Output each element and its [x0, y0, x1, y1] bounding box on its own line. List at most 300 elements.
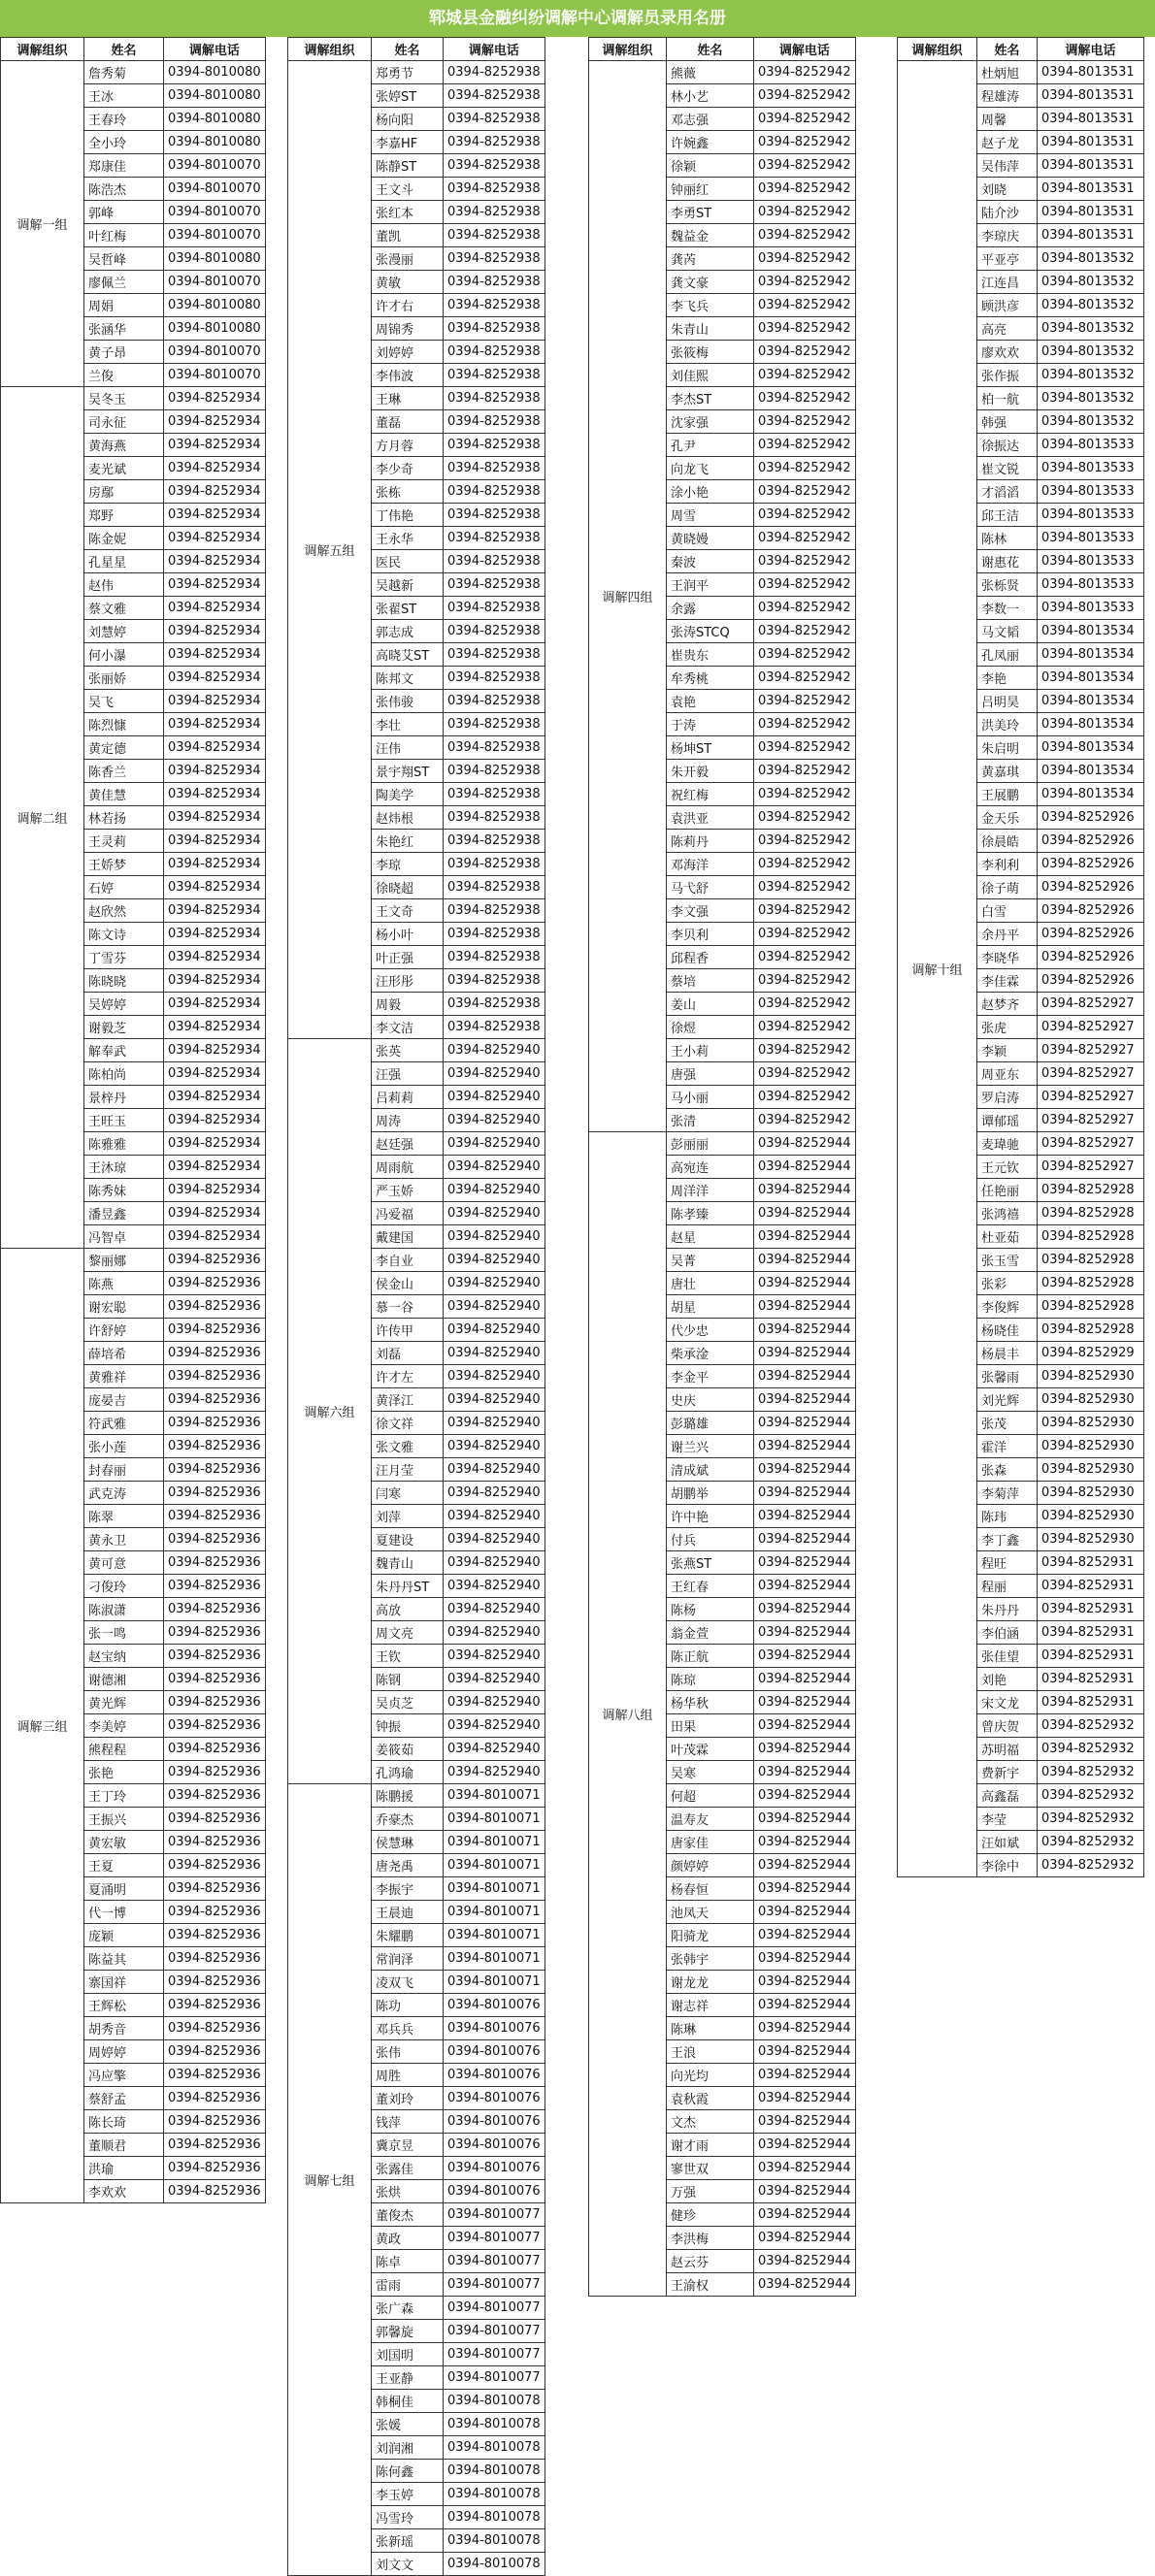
member-name-cell: 陈莉丹 — [667, 830, 754, 853]
phone-cell: 0394-8013531 — [1038, 178, 1144, 201]
group-name-cell: 调解一组 — [1, 61, 84, 387]
phone-cell: 0394-8013532 — [1038, 294, 1144, 317]
phone-cell: 0394-8010078 — [444, 2529, 545, 2553]
phone-cell: 0394-8252940 — [444, 1528, 545, 1551]
header-row — [589, 38, 856, 61]
phone-cell: 0394-8252940 — [444, 1156, 545, 1179]
member-name-cell: 林小艺 — [667, 84, 754, 108]
member-name-cell: 刘磊 — [372, 1342, 444, 1365]
member-name-cell: 陈柏尚 — [84, 1062, 164, 1086]
phone-cell: 0394-8252942 — [754, 527, 856, 550]
member-name-cell: 吴越新 — [372, 573, 444, 597]
phone-cell: 0394-8252942 — [754, 1016, 856, 1039]
member-name-cell: 杜炳旭 — [977, 61, 1038, 84]
member-name-cell: 徐晓超 — [372, 876, 444, 899]
member-name-cell: 陈玮 — [977, 1505, 1038, 1528]
phone-cell: 0394-8252944 — [754, 1947, 856, 1971]
phone-cell: 0394-8252944 — [754, 2134, 856, 2157]
phone-cell: 0394-8252942 — [754, 387, 856, 410]
phone-cell: 0394-8252938 — [444, 550, 545, 573]
member-name-cell: 黄可意 — [84, 1551, 164, 1575]
member-name-cell: 周胜 — [372, 2064, 444, 2087]
phone-cell: 0394-8252944 — [754, 1365, 856, 1388]
member-name-cell: 冯雪玲 — [372, 2506, 444, 2529]
member-name-cell: 向龙飞 — [667, 457, 754, 480]
phone-cell: 0394-8252936 — [164, 1365, 266, 1388]
phone-cell: 0394-8252932 — [1038, 1714, 1144, 1738]
member-name-cell: 郑康佳 — [84, 154, 164, 178]
phone-cell: 0394-8252936 — [164, 1691, 266, 1714]
header-name: 姓名 — [667, 38, 754, 61]
member-name-cell: 周娟 — [84, 294, 164, 317]
member-name-cell: 高鑫磊 — [977, 1784, 1038, 1808]
phone-cell: 0394-8010080 — [164, 317, 266, 341]
phone-cell: 0394-8252936 — [164, 2040, 266, 2064]
member-name-cell: 王冰 — [84, 84, 164, 108]
member-name-cell: 吴伟萍 — [977, 154, 1038, 178]
phone-cell: 0394-8252944 — [754, 1528, 856, 1551]
header-group: 调解组织 — [589, 38, 667, 61]
phone-cell: 0394-8252930 — [1038, 1505, 1144, 1528]
phone-cell: 0394-8252938 — [444, 434, 545, 457]
member-name-cell: 李金平 — [667, 1365, 754, 1388]
phone-cell: 0394-8252944 — [754, 1505, 856, 1528]
member-name-cell: 李文强 — [667, 899, 754, 923]
member-name-cell: 徐文祥 — [372, 1412, 444, 1435]
member-name-cell: 高亮 — [977, 317, 1038, 341]
member-name-cell: 唐家佳 — [667, 1831, 754, 1854]
member-name-cell: 陈卓 — [372, 2250, 444, 2273]
phone-cell: 0394-8252936 — [164, 1971, 266, 1994]
phone-cell: 0394-8252934 — [164, 806, 266, 830]
table-row — [589, 61, 856, 84]
member-name-cell: 代少忠 — [667, 1319, 754, 1342]
member-name-cell: 胡鹏举 — [667, 1482, 754, 1505]
member-name-cell: 刘润湘 — [372, 2436, 444, 2460]
member-name-cell: 张新瑶 — [372, 2529, 444, 2553]
phone-cell: 0394-8010077 — [444, 2343, 545, 2366]
member-name-cell: 李莹 — [977, 1808, 1038, 1831]
phone-cell: 0394-8010077 — [444, 2227, 545, 2250]
phone-cell: 0394-8252944 — [754, 1784, 856, 1808]
phone-cell: 0394-8252944 — [754, 2203, 856, 2227]
member-name-cell: 杨晨丰 — [977, 1342, 1038, 1365]
member-name-cell: 董刘玲 — [372, 2087, 444, 2110]
phone-cell: 0394-8252938 — [444, 480, 545, 504]
member-name-cell: 蔡舒孟 — [84, 2087, 164, 2110]
phone-cell: 0394-8252928 — [1038, 1272, 1144, 1295]
member-name-cell: 彭丽丽 — [667, 1132, 754, 1156]
member-name-cell: 石婷 — [84, 876, 164, 899]
member-name-cell: 李琼庆 — [977, 224, 1038, 247]
phone-cell: 0394-8252944 — [754, 1412, 856, 1435]
phone-cell: 0394-8252944 — [754, 2227, 856, 2250]
phone-cell: 0394-8010076 — [444, 2110, 545, 2134]
phone-cell: 0394-8013533 — [1038, 527, 1144, 550]
member-name-cell: 刘国明 — [372, 2343, 444, 2366]
phone-cell: 0394-8252938 — [444, 969, 545, 993]
phone-cell: 0394-8252934 — [164, 1156, 266, 1179]
phone-cell: 0394-8010078 — [444, 2483, 545, 2506]
member-name-cell: 武克涛 — [84, 1482, 164, 1505]
phone-cell: 0394-8252931 — [1038, 1575, 1144, 1598]
table-row — [898, 61, 1144, 84]
phone-cell: 0394-8252926 — [1038, 946, 1144, 969]
phone-cell: 0394-8013534 — [1038, 620, 1144, 643]
phone-cell: 0394-8252934 — [164, 876, 266, 899]
phone-cell: 0394-8252940 — [444, 1598, 545, 1621]
phone-cell: 0394-8252940 — [444, 1272, 545, 1295]
phone-cell: 0394-8252938 — [444, 131, 545, 154]
phone-cell: 0394-8252931 — [1038, 1551, 1144, 1575]
phone-cell: 0394-8252934 — [164, 1132, 266, 1156]
phone-cell: 0394-8010076 — [444, 2087, 545, 2110]
header-phone: 调解电话 — [444, 38, 545, 61]
member-name-cell: 寨国祥 — [84, 1971, 164, 1994]
phone-cell: 0394-8252942 — [754, 993, 856, 1016]
phone-cell: 0394-8252934 — [164, 923, 266, 946]
phone-cell: 0394-8252936 — [164, 1668, 266, 1691]
table-row — [1, 61, 266, 84]
member-name-cell: 张栋 — [372, 480, 444, 504]
member-name-cell: 王润平 — [667, 573, 754, 597]
member-name-cell: 张馨雨 — [977, 1365, 1038, 1388]
member-name-cell: 夏涌明 — [84, 1877, 164, 1901]
member-name-cell: 宋文龙 — [977, 1691, 1038, 1714]
member-name-cell: 杨小叶 — [372, 923, 444, 946]
phone-cell: 0394-8252942 — [754, 876, 856, 899]
member-name-cell: 陈燕 — [84, 1272, 164, 1295]
phone-cell: 0394-8252936 — [164, 1319, 266, 1342]
member-name-cell: 袁秋霞 — [667, 2087, 754, 2110]
member-name-cell: 王辉松 — [84, 1994, 164, 2017]
phone-cell: 0394-8252938 — [444, 527, 545, 550]
phone-cell: 0394-8252942 — [754, 271, 856, 294]
member-name-cell: 杨晓佳 — [977, 1319, 1038, 1342]
member-name-cell: 周婷婷 — [84, 2040, 164, 2064]
phone-cell: 0394-8252928 — [1038, 1179, 1144, 1202]
phone-cell: 0394-8013531 — [1038, 61, 1144, 84]
member-name-cell: 王丁玲 — [84, 1784, 164, 1808]
member-name-cell: 付兵 — [667, 1528, 754, 1551]
member-name-cell: 廖佩兰 — [84, 271, 164, 294]
member-name-cell: 曾庆贺 — [977, 1714, 1038, 1738]
member-name-cell: 司永征 — [84, 410, 164, 434]
phone-cell: 0394-8252942 — [754, 247, 856, 271]
member-name-cell: 汪月莹 — [372, 1458, 444, 1482]
member-name-cell: 陈鹏援 — [372, 1784, 444, 1808]
member-name-cell: 陈金妮 — [84, 527, 164, 550]
member-name-cell: 李美婷 — [84, 1714, 164, 1738]
phone-cell: 0394-8010077 — [444, 2250, 545, 2273]
phone-cell: 0394-8252930 — [1038, 1388, 1144, 1412]
member-name-cell: 罗启涛 — [977, 1086, 1038, 1109]
member-name-cell: 李贝利 — [667, 923, 754, 946]
member-name-cell: 慕一谷 — [372, 1295, 444, 1319]
phone-cell: 0394-8252927 — [1038, 1086, 1144, 1109]
phone-cell: 0394-8010078 — [444, 2413, 545, 2436]
member-name-cell: 丁雪芬 — [84, 946, 164, 969]
member-name-cell: 唐尧禹 — [372, 1854, 444, 1877]
member-name-cell: 张玉雪 — [977, 1249, 1038, 1272]
member-name-cell: 邱程香 — [667, 946, 754, 969]
member-name-cell: 侯金山 — [372, 1272, 444, 1295]
phone-cell: 0394-8252944 — [754, 1598, 856, 1621]
member-name-cell: 程丽 — [977, 1575, 1038, 1598]
member-name-cell: 陈文诗 — [84, 923, 164, 946]
phone-cell: 0394-8010071 — [444, 1831, 545, 1854]
member-name-cell: 解奉武 — [84, 1039, 164, 1062]
member-name-cell: 张广森 — [372, 2297, 444, 2320]
phone-cell: 0394-8252940 — [444, 1645, 545, 1668]
member-name-cell: 冯应擎 — [84, 2064, 164, 2087]
phone-cell: 0394-8252930 — [1038, 1365, 1144, 1388]
member-name-cell: 李自业 — [372, 1249, 444, 1272]
phone-cell: 0394-8252940 — [444, 1062, 545, 1086]
phone-cell: 0394-8252936 — [164, 1482, 266, 1505]
phone-cell: 0394-8010080 — [164, 131, 266, 154]
member-name-cell: 程旺 — [977, 1551, 1038, 1575]
member-name-cell: 兰俊 — [84, 364, 164, 387]
member-name-cell: 李丁鑫 — [977, 1528, 1038, 1551]
member-name-cell: 代一博 — [84, 1901, 164, 1924]
member-name-cell: 陈功 — [372, 1994, 444, 2017]
member-name-cell: 符武雅 — [84, 1412, 164, 1435]
phone-cell: 0394-8252944 — [754, 1621, 856, 1645]
member-name-cell: 李伯涵 — [977, 1621, 1038, 1645]
member-name-cell: 于涛 — [667, 713, 754, 736]
member-name-cell: 陈香兰 — [84, 760, 164, 783]
phone-cell: 0394-8252934 — [164, 1016, 266, 1039]
member-name-cell: 张婷ST — [372, 84, 444, 108]
member-name-cell: 吴飞 — [84, 690, 164, 713]
phone-cell: 0394-8013534 — [1038, 643, 1144, 667]
phone-cell: 0394-8252936 — [164, 2064, 266, 2087]
member-name-cell: 张鸿禧 — [977, 1202, 1038, 1225]
member-name-cell: 周洋洋 — [667, 1179, 754, 1202]
phone-cell: 0394-8013531 — [1038, 108, 1144, 131]
phone-cell: 0394-8252932 — [1038, 1784, 1144, 1808]
phone-cell: 0394-8252938 — [444, 899, 545, 923]
phone-cell: 0394-8252944 — [754, 1971, 856, 1994]
phone-cell: 0394-8252938 — [444, 853, 545, 876]
member-name-cell: 王小莉 — [667, 1039, 754, 1062]
member-name-cell: 韩桐佳 — [372, 2390, 444, 2413]
phone-cell: 0394-8252944 — [754, 1132, 856, 1156]
member-name-cell: 彭璐雄 — [667, 1412, 754, 1435]
member-name-cell: 寥世双 — [667, 2157, 754, 2180]
member-name-cell: 李壮 — [372, 713, 444, 736]
phone-cell: 0394-8252934 — [164, 993, 266, 1016]
phone-cell: 0394-8252938 — [444, 317, 545, 341]
phone-cell: 0394-8252944 — [754, 2273, 856, 2297]
phone-cell: 0394-8252940 — [444, 1202, 545, 1225]
member-name-cell: 汪如斌 — [977, 1831, 1038, 1854]
phone-cell: 0394-8252931 — [1038, 1645, 1144, 1668]
member-name-cell: 程雄涛 — [977, 84, 1038, 108]
phone-cell: 0394-8252938 — [444, 923, 545, 946]
member-name-cell: 郭志成 — [372, 620, 444, 643]
header-name: 姓名 — [372, 38, 444, 61]
phone-cell: 0394-8252938 — [444, 1016, 545, 1039]
member-name-cell: 张燕ST — [667, 1551, 754, 1575]
phone-cell: 0394-8252940 — [444, 1505, 545, 1528]
member-name-cell: 张一鸣 — [84, 1621, 164, 1645]
member-name-cell: 陆介沙 — [977, 201, 1038, 224]
member-name-cell: 胡秀音 — [84, 2017, 164, 2040]
roster-column-1 — [0, 37, 266, 2203]
header-phone: 调解电话 — [164, 38, 266, 61]
member-name-cell: 黄敏 — [372, 271, 444, 294]
phone-cell: 0394-8010070 — [164, 364, 266, 387]
member-name-cell: 汪形彤 — [372, 969, 444, 993]
member-name-cell: 翁金萱 — [667, 1621, 754, 1645]
group-name-cell: 调解八组 — [589, 1132, 667, 2297]
member-name-cell: 姜筱茹 — [372, 1738, 444, 1761]
member-name-cell: 孔凤丽 — [977, 643, 1038, 667]
member-name-cell: 何小瀑 — [84, 643, 164, 667]
phone-cell: 0394-8252942 — [754, 969, 856, 993]
member-name-cell: 王浪 — [667, 2040, 754, 2064]
member-name-cell: 温寿友 — [667, 1808, 754, 1831]
member-name-cell: 袁洪亚 — [667, 806, 754, 830]
member-name-cell: 张伟骏 — [372, 690, 444, 713]
phone-cell: 0394-8252944 — [754, 2180, 856, 2203]
member-name-cell: 霍洋 — [977, 1435, 1038, 1458]
phone-cell: 0394-8252930 — [1038, 1458, 1144, 1482]
phone-cell: 0394-8252938 — [444, 341, 545, 364]
phone-cell: 0394-8252942 — [754, 806, 856, 830]
phone-cell: 0394-8013533 — [1038, 480, 1144, 504]
member-name-cell: 吴哲峰 — [84, 247, 164, 271]
phone-cell: 0394-8010078 — [444, 2553, 545, 2576]
member-name-cell: 谢德湘 — [84, 1668, 164, 1691]
phone-cell: 0394-8252926 — [1038, 853, 1144, 876]
phone-cell: 0394-8013534 — [1038, 667, 1144, 690]
phone-cell: 0394-8252938 — [444, 830, 545, 853]
phone-cell: 0394-8010077 — [444, 2320, 545, 2343]
member-name-cell: 涂小艳 — [667, 480, 754, 504]
member-name-cell: 夏建设 — [372, 1528, 444, 1551]
phone-cell: 0394-8252940 — [444, 1342, 545, 1365]
member-name-cell: 黄政 — [372, 2227, 444, 2250]
phone-cell: 0394-8252944 — [754, 2040, 856, 2064]
phone-cell: 0394-8252942 — [754, 853, 856, 876]
member-name-cell: 李杰ST — [667, 387, 754, 410]
member-name-cell: 黄光辉 — [84, 1691, 164, 1714]
member-name-cell: 李数一 — [977, 597, 1038, 620]
member-name-cell: 陈秀妹 — [84, 1179, 164, 1202]
member-name-cell: 廖欢欢 — [977, 341, 1038, 364]
member-name-cell: 李振宇 — [372, 1877, 444, 1901]
roster-table — [0, 37, 266, 2203]
member-name-cell: 蔡培 — [667, 969, 754, 993]
member-name-cell: 刘婷婷 — [372, 341, 444, 364]
member-name-cell: 王琳 — [372, 387, 444, 410]
phone-cell: 0394-8010076 — [444, 2180, 545, 2203]
member-name-cell: 李文洁 — [372, 1016, 444, 1039]
phone-cell: 0394-8252944 — [754, 1854, 856, 1877]
header-row — [898, 38, 1144, 61]
member-name-cell: 陈雅雅 — [84, 1132, 164, 1156]
phone-cell: 0394-8252932 — [1038, 1761, 1144, 1784]
table-row — [288, 1039, 545, 1062]
member-name-cell: 袁艳 — [667, 690, 754, 713]
member-name-cell: 陈长琦 — [84, 2110, 164, 2134]
member-name-cell: 许才左 — [372, 1365, 444, 1388]
member-name-cell: 赵欣然 — [84, 899, 164, 923]
member-name-cell: 孔尹 — [667, 434, 754, 457]
phone-cell: 0394-8252938 — [444, 876, 545, 899]
phone-cell: 0394-8010077 — [444, 2366, 545, 2390]
phone-cell: 0394-8252942 — [754, 224, 856, 247]
phone-cell: 0394-8252926 — [1038, 830, 1144, 853]
phone-cell: 0394-8252940 — [444, 1179, 545, 1202]
phone-cell: 0394-8252936 — [164, 1784, 266, 1808]
phone-cell: 0394-8252926 — [1038, 806, 1144, 830]
member-name-cell: 刘慧婷 — [84, 620, 164, 643]
member-name-cell: 李伟波 — [372, 364, 444, 387]
phone-cell: 0394-8252938 — [444, 201, 545, 224]
member-name-cell: 王旺玉 — [84, 1109, 164, 1132]
member-name-cell: 刘佳熙 — [667, 364, 754, 387]
member-name-cell: 魏青山 — [372, 1551, 444, 1575]
member-name-cell: 陶美学 — [372, 783, 444, 806]
phone-cell: 0394-8252936 — [164, 2180, 266, 2203]
phone-cell: 0394-8252942 — [754, 1109, 856, 1132]
member-name-cell: 许传甲 — [372, 1319, 444, 1342]
member-name-cell: 蔡文雅 — [84, 597, 164, 620]
phone-cell: 0394-8252934 — [164, 946, 266, 969]
member-name-cell: 朱艳红 — [372, 830, 444, 853]
phone-cell: 0394-8010070 — [164, 154, 266, 178]
phone-cell: 0394-8252940 — [444, 1435, 545, 1458]
member-name-cell: 张茂 — [977, 1412, 1038, 1435]
member-name-cell: 赵星 — [667, 1225, 754, 1249]
table-row — [288, 61, 545, 84]
member-name-cell: 文杰 — [667, 2110, 754, 2134]
phone-cell: 0394-8013532 — [1038, 364, 1144, 387]
phone-cell: 0394-8252944 — [754, 1924, 856, 1947]
member-name-cell: 李欢欢 — [84, 2180, 164, 2203]
phone-cell: 0394-8010076 — [444, 2157, 545, 2180]
member-name-cell: 李徐中 — [977, 1854, 1038, 1877]
member-name-cell: 刘萍 — [372, 1505, 444, 1528]
phone-cell: 0394-8010070 — [164, 341, 266, 364]
phone-cell: 0394-8013531 — [1038, 201, 1144, 224]
member-name-cell: 黄泽江 — [372, 1388, 444, 1412]
phone-cell: 0394-8252942 — [754, 667, 856, 690]
group-name-cell: 调解四组 — [589, 61, 667, 1132]
phone-cell: 0394-8252928 — [1038, 1249, 1144, 1272]
phone-cell: 0394-8252934 — [164, 899, 266, 923]
phone-cell: 0394-8252936 — [164, 1645, 266, 1668]
header-row — [288, 38, 545, 61]
member-name-cell: 高晓艾ST — [372, 643, 444, 667]
phone-cell: 0394-8252942 — [754, 201, 856, 224]
phone-cell: 0394-8252942 — [754, 597, 856, 620]
member-name-cell: 凌双飞 — [372, 1971, 444, 1994]
phone-cell: 0394-8013534 — [1038, 690, 1144, 713]
member-name-cell: 孔星星 — [84, 550, 164, 573]
phone-cell: 0394-8013532 — [1038, 317, 1144, 341]
phone-cell: 0394-8252944 — [754, 2017, 856, 2040]
phone-cell: 0394-8010078 — [444, 2436, 545, 2460]
member-name-cell: 龚芮 — [667, 247, 754, 271]
phone-cell: 0394-8252926 — [1038, 876, 1144, 899]
phone-cell: 0394-8252936 — [164, 1342, 266, 1365]
member-name-cell: 金天乐 — [977, 806, 1038, 830]
